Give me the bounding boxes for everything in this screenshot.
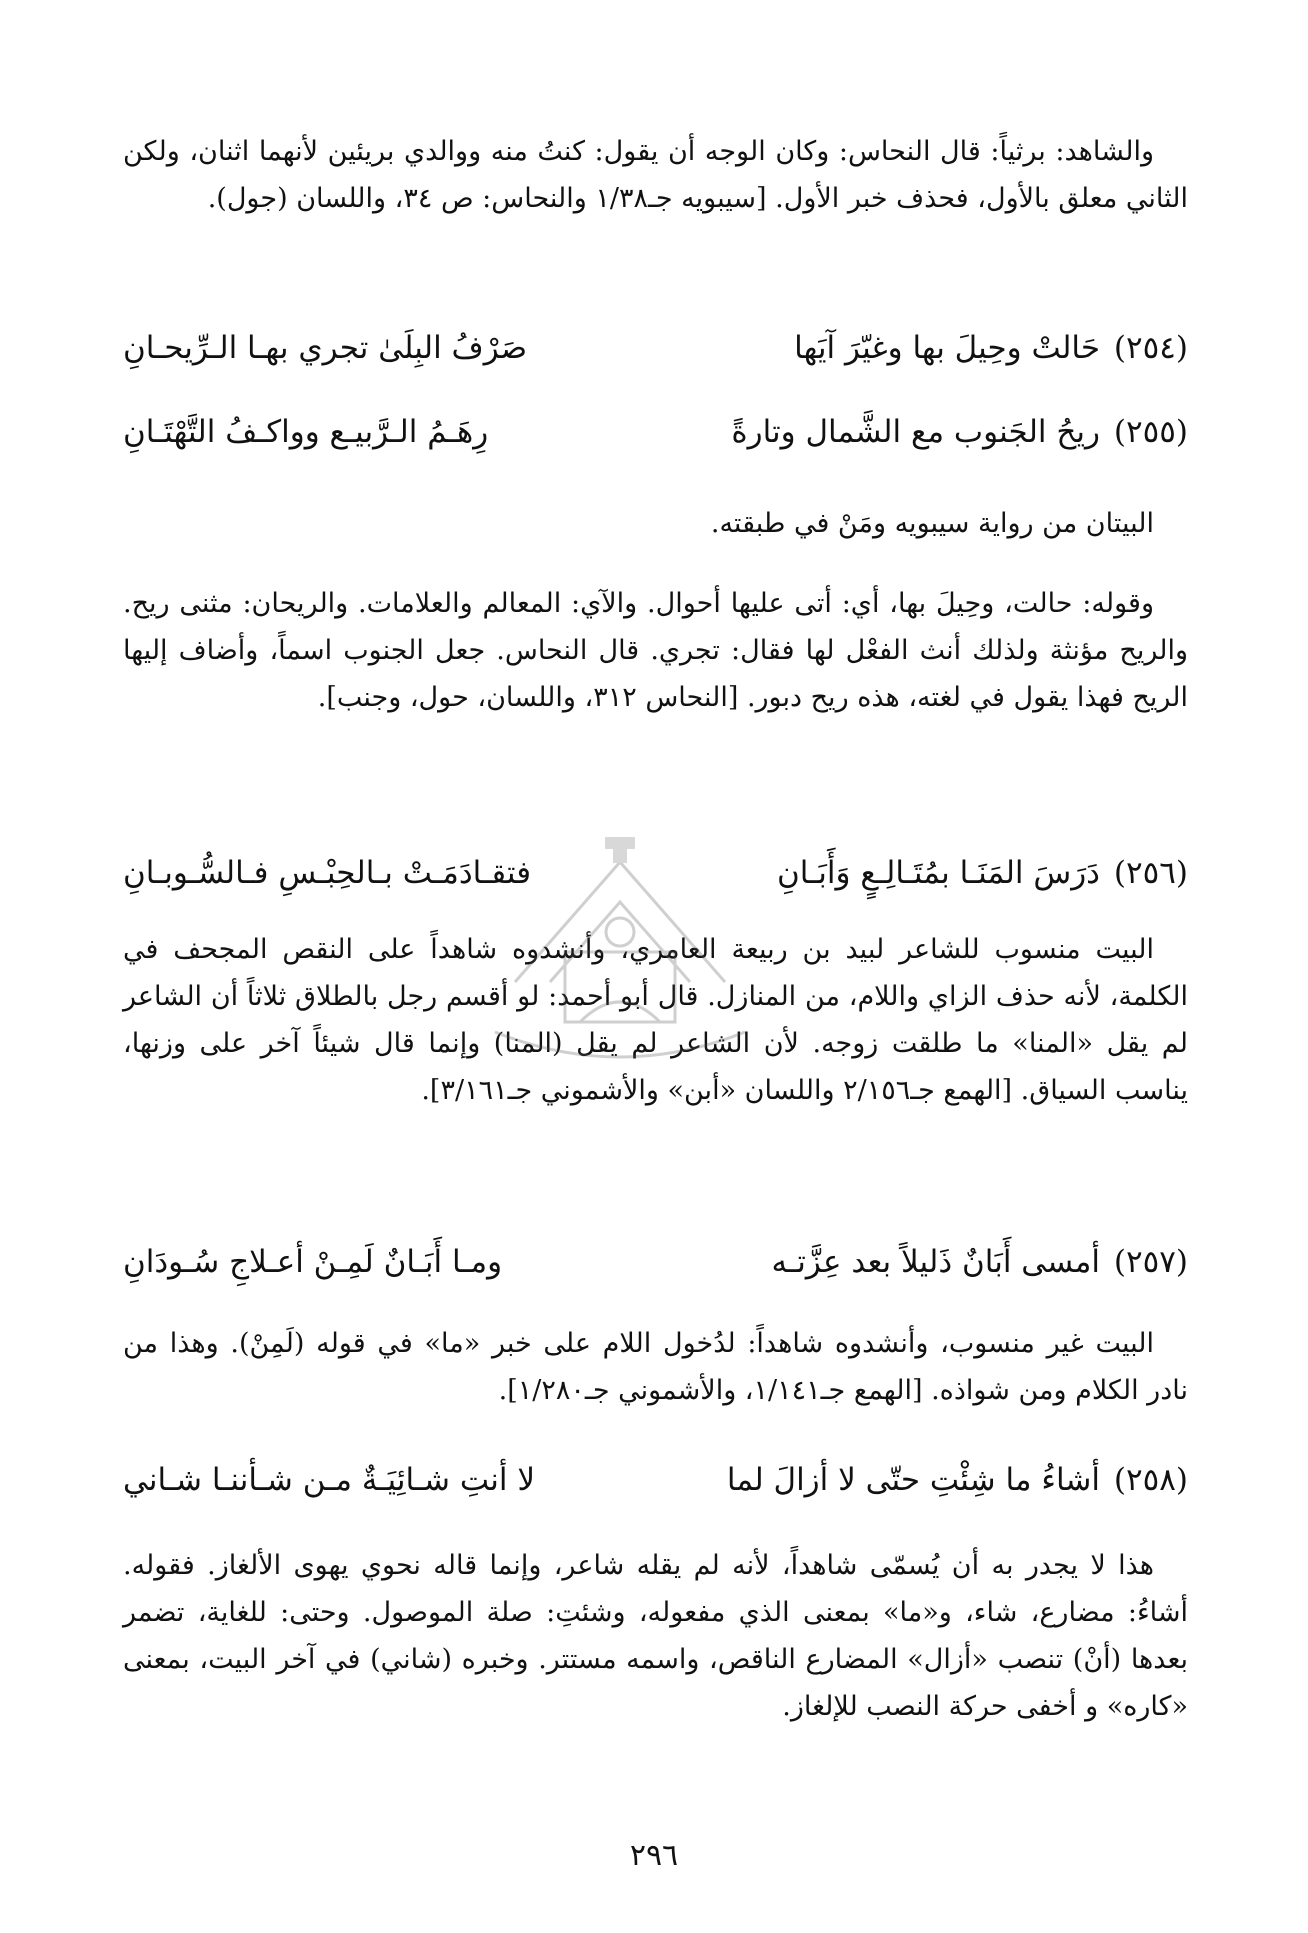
verse-257	[123, 1232, 1188, 1292]
verse-second-hemistich: لا أنتِ شـائِيَـةٌ مـن شـأننـا شـاني	[123, 1462, 536, 1498]
verse-number: (٢٥٦)	[1113, 855, 1188, 891]
verse-first-hemistich: ريحُ الجَنوب مع الشَّمال وتارةً	[731, 414, 1100, 450]
commentary-paragraph-1: والشاهد: برثياً: قال النحاس: وكان الوجه أن يقول: كنتُ منه ووالدي بريئين لأنهما اثنان، ولكن الثاني معلق بالأول، فحذف خبر الأول. [سيبويه جـ١/٣٨ والنحاس: ص ٣٤، واللسان (جول).	[123, 136, 1188, 214]
verse-254	[123, 318, 1188, 378]
verse-255	[123, 402, 1188, 462]
page-number: ٢٩٦	[629, 1838, 679, 1873]
verse-number: (٢٥٨)	[1113, 1462, 1188, 1498]
verse-first-hemistich: أشاءُ ما شِئْتِ حتّى لا أزالَ لما	[726, 1462, 1100, 1498]
verse-second-hemistich: صَرْفُ البِلَىٰ تجري بهـا الـرِّيحـانِ	[123, 330, 528, 366]
verse-number: (٢٥٤)	[1113, 330, 1188, 366]
verse-258	[123, 1450, 1188, 1510]
verse-first-hemistich: حَالتْ وحِيلَ بها وغيّرَ آيَها	[794, 330, 1100, 366]
verse-first-hemistich: أمسى أَبَانٌ ذَليلاً بعد عِزَّتـه	[771, 1244, 1100, 1280]
commentary-paragraph-4: البيت منسوب للشاعر لبيد بن ربيعة العامري، وأنشدوه شاهداً على النقص المجحف في الكلمة، لأنه حذف الزاي واللام، من المنازل. قال أبو أحمد: لو أقسم رجل بالطلاق ثلاثاً أن الشاعر لم يقل «المنا» ما طلقت زوجه. لأن الشاعر لم يقل (المنا) وإنما قال شيئاً آخر على وزنها، يناسب السياق. [الهمع جـ٢/١٥٦ واللسان «أبن» والأشموني جـ٣/١٦١].	[123, 934, 1188, 1106]
verse-first-hemistich: دَرَسَ المَنَـا بمُتَـالِـعٍ وَأَبَـانِ	[776, 855, 1100, 891]
verse-second-hemistich: رِهَـمُ الـرَّبيـع وواكـفُ التَّهْتَـانِ	[123, 414, 489, 450]
commentary-paragraph-3: وقوله: حالت، وحِيلَ بها، أي: أتى عليها أحوال. والآي: المعالم والعلامات. والريحان: مثنى ريح. والريح مؤنثة ولذلك أنث الفعْل لها فقال: تجري. قال النحاس. جعل الجنوب اسماً، وأضاف إليها الريح فهذا يقول في لغته، هذه ريح دبور. [النحاس ٣١٢، واللسان، حول، وجنب].	[123, 588, 1188, 713]
commentary-paragraph-6: هذا لا يجدر به أن يُسمّى شاهداً، لأنه لم يقله شاعر، وإنما قاله نحوي يهوى الألغاز. فقوله. أشاءُ: مضارع، شاء، و«ما» بمعنى الذي مفعوله، وشئتِ: صلة الموصول. وحتى: للغاية، تضمر بعدها (أنْ) تنصب «أزال» المضارع الناقص، واسمه مستتر. وخبره (شاني) في آخر البيت، بمعنى «كاره» و أخفى حركة النصب للإلغاز.	[123, 1550, 1188, 1722]
verse-second-hemistich: فتقـادَمَـتْ بـالحِبْـسِ فـالسُّـوبـانِ	[123, 855, 532, 891]
verse-second-hemistich: ومـا أَبَـانٌ لَمِـنْ أعـلاجِ سُـودَانِ	[123, 1244, 503, 1280]
commentary-paragraph-2: البيتان من رواية سيبويه ومَنْ في طبقته.	[710, 508, 1154, 539]
verse-number: (٢٥٧)	[1113, 1244, 1188, 1280]
commentary-paragraph-5: البيت غير منسوب، وأنشدوه شاهداً: لدُخول اللام على خبر «ما» في قوله (لَمِنْ). وهذا من نادر الكلام ومن شواذه. [الهمع جـ١/١٤١، والأشموني جـ١/٢٨٠].	[123, 1328, 1188, 1406]
verse-256	[123, 843, 1188, 903]
verse-number: (٢٥٥)	[1113, 414, 1188, 450]
